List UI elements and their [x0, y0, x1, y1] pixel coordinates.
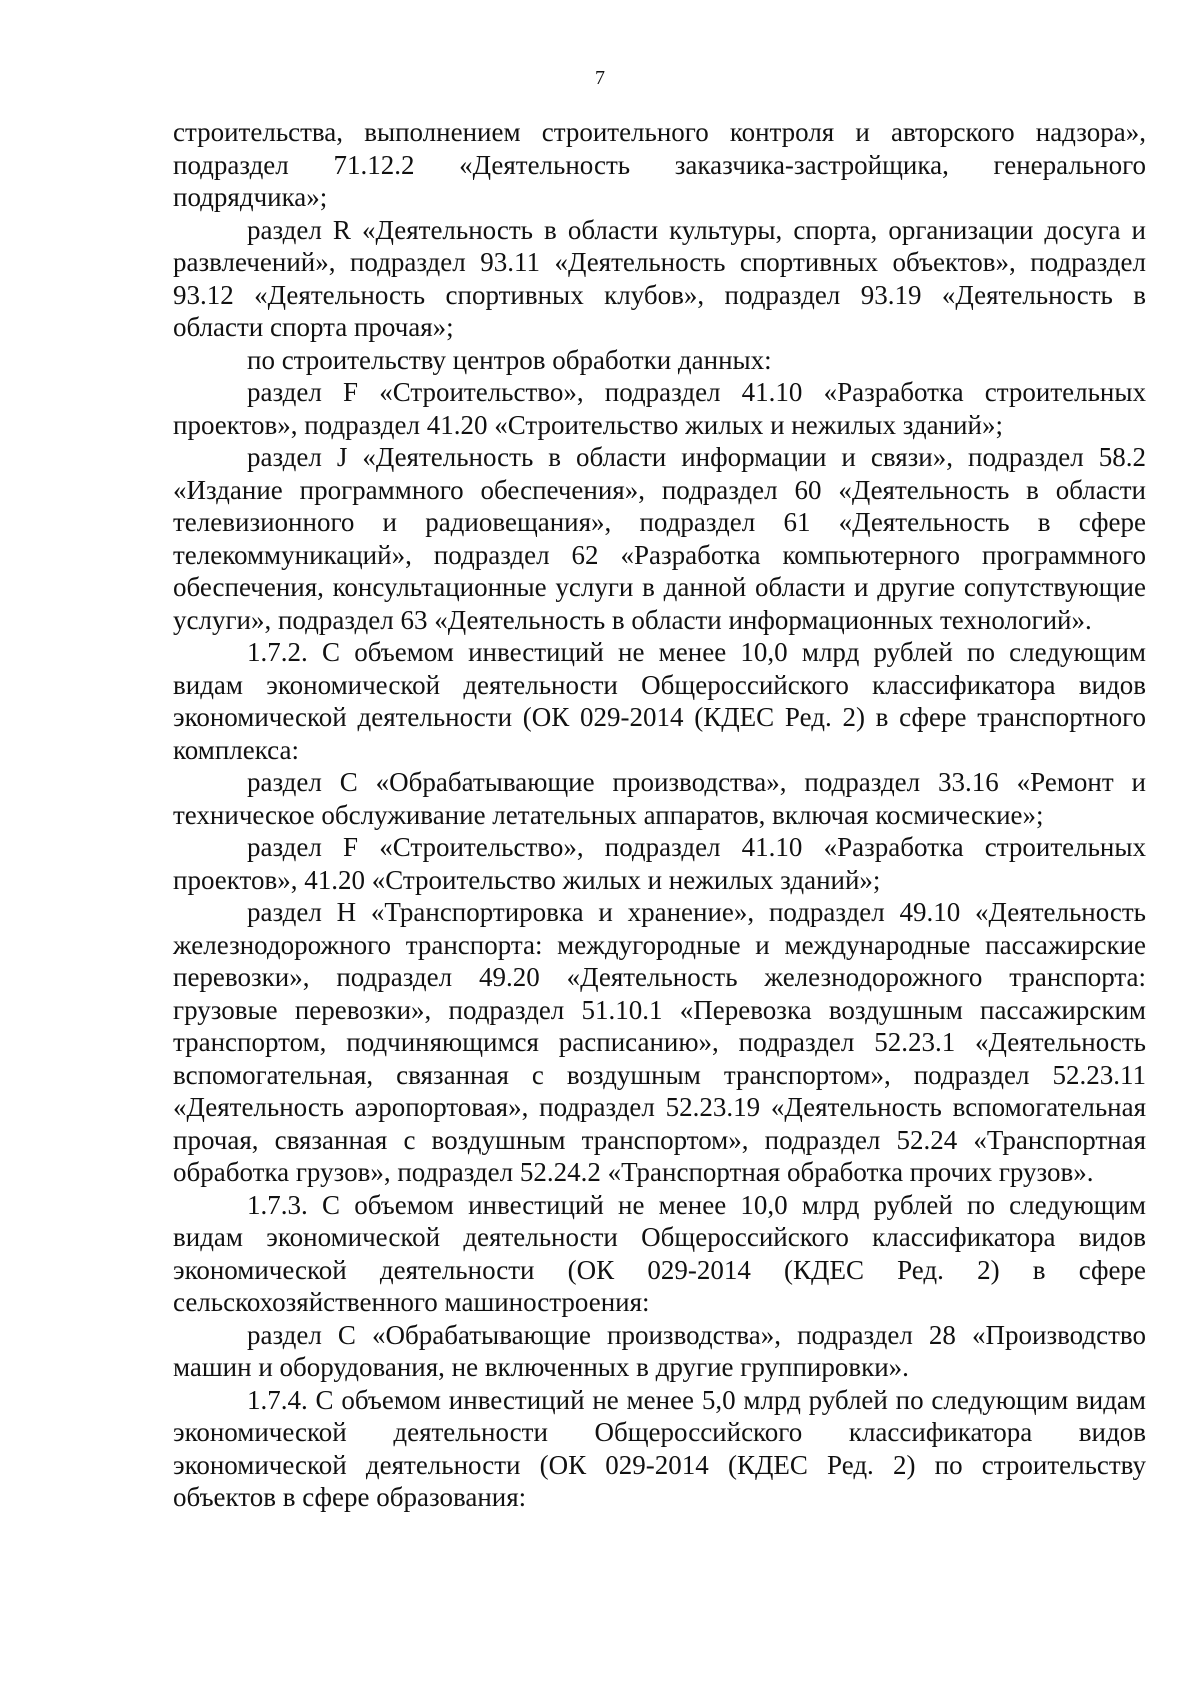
document-body — [173, 116, 1146, 1514]
paragraph-section-f-transport: раздел F «Строительство», подраздел 41.10 «Разработка строительных проектов», 41.20 «Строительство жилых и нежилых зданий»; — [173, 832, 1146, 895]
paragraph-continuation: строительства, выполнением строительного контроля и авторского надзора», подраздел 71.12.2 «Деятельность заказчика-застройщика, генерального подрядчика»; — [173, 117, 1146, 212]
paragraph-section-j: раздел J «Деятельность в области информации и связи», подраздел 58.2 «Издание программного обеспечения», подраздел 60 «Деятельность в области телевизионного и радиовещания», подраздел 61 «Деятельность в сфере телекоммуникаций», подраздел 62 «Разработка компьютерного программного обеспечения, консультационные услуги в данной области и другие сопутствующие услуги», подраздел 63 «Деятельность в области информационных технологий». — [173, 442, 1146, 635]
paragraph-section-c-repair: раздел С «Обрабатывающие производства», подраздел 33.16 «Ремонт и техническое обслуживание летательных аппаратов, включая космические»; — [173, 767, 1146, 830]
paragraph-section-f: раздел F «Строительство», подраздел 41.10 «Разработка строительных проектов», подраздел 41.20 «Строительство жилых и нежилых зданий»; — [173, 377, 1146, 440]
paragraph-data-centers-heading: по строительству центров обработки данных: — [247, 344, 772, 375]
paragraph-section-r: раздел R «Деятельность в области культуры, спорта, организации досуга и развлечений», подраздел 93.11 «Деятельность спортивных объектов», подраздел 93.12 «Деятельность спортивных клубов», подраздел 93.19 «Деятельность в области спорта прочая»; — [173, 214, 1146, 342]
paragraph-section-h: раздел Н «Транспортировка и хранение», подраздел 49.10 «Деятельность железнодорожного транспорта: междугородные и международные пассажирские перевозки», подраздел 49.20 «Деятельность железнодорожного транспорта: грузовые перевозки», подраздел 51.10.1 «Перевозка воздушным пассажирским транспортом, подчиняющимся расписанию», подраздел 52.23.1 «Деятельность вспомогательная, связанная с воздушным транспортом», подраздел 52.23.11 «Деятельность аэропортовая», подраздел 52.23.19 «Деятельность вспомогательная прочая, связанная с воздушным транспортом», подраздел 52.24 «Транспортная обработка грузов», подраздел 52.24.2 «Транспортная обработка прочих грузов». — [173, 897, 1146, 1187]
paragraph-item-1-7-3: 1.7.3. С объемом инвестиций не менее 10,0 млрд рублей по следующим видам экономической деятельности Общероссийского классификатора видов экономической деятельности (ОК 029-2014 (КДЕС Ред. 2) в сфере сельскохозяйственного машиностроения: — [173, 1189, 1146, 1317]
paragraph-section-c-machinery: раздел С «Обрабатывающие производства», подраздел 28 «Производство машин и оборудования, не включенных в другие группировки». — [173, 1319, 1146, 1382]
paragraph-item-1-7-4: 1.7.4. С объемом инвестиций не менее 5,0 млрд рублей по следующим видам экономической деятельности Общероссийского классификатора видов экономической деятельности (ОК 029-2014 (КДЕС Ред. 2) по строительству объектов в сфере образования: — [173, 1384, 1146, 1512]
paragraph-item-1-7-2: 1.7.2. С объемом инвестиций не менее 10,0 млрд рублей по следующим видам экономической деятельности Общероссийского классификатора видов экономической деятельности (ОК 029-2014 (КДЕС Ред. 2) в сфере транспортного комплекса: — [173, 637, 1146, 765]
page-number: 7 — [595, 67, 605, 89]
